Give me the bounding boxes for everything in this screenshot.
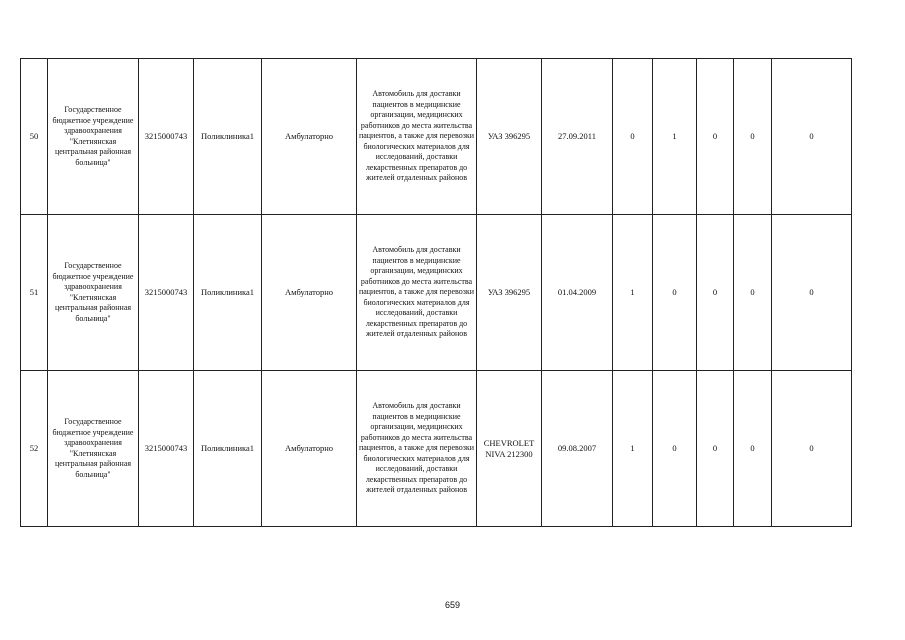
table-row [21,371,852,527]
vehicle-table [20,58,852,527]
count-cell: 0 [772,59,852,215]
count-cell: 0 [697,59,734,215]
vehicle-model: CHEVROLET NIVA 212300 [477,371,542,527]
inn-code: 3215000743 [139,59,194,215]
page-number: 659 [444,600,461,610]
vehicle-purpose: Автомобиль для доставки пациентов в медицинские организации, медицинских работников до места жительства пациентов, а также для перевозки биологических материалов для исследований, доставки лекарственных препаратов до жителей отдаленных районов [357,215,477,371]
row-number: 52 [21,371,48,527]
count-cell: 0 [653,215,697,371]
vehicle-purpose: Автомобиль для доставки пациентов в медицинские организации, медицинских работников до места жительства пациентов, а также для перевозки биологических материалов для исследований, доставки лекарственных препаратов до жителей отдаленных районов [357,59,477,215]
care-type: Амбулаторно [262,59,357,215]
count-cell: 0 [772,215,852,371]
registration-date: 01.04.2009 [542,215,613,371]
organization-name: Государственное бюджетное учреждение здравоохранения "Клетнянская центральная районная больница" [48,371,139,527]
count-cell: 0 [772,371,852,527]
count-cell: 1 [613,215,653,371]
count-cell: 0 [734,215,772,371]
count-cell: 0 [697,371,734,527]
organization-name: Государственное бюджетное учреждение здравоохранения "Клетнянская центральная районная больница" [48,59,139,215]
registration-date: 27.09.2011 [542,59,613,215]
unit-name: Поликлиника1 [194,215,262,371]
vehicle-model: УАЗ 396295 [477,215,542,371]
count-cell: 0 [734,59,772,215]
count-cell: 0 [697,215,734,371]
table-row [21,59,852,215]
inn-code: 3215000743 [139,215,194,371]
count-cell: 1 [613,371,653,527]
count-cell: 0 [734,371,772,527]
inn-code: 3215000743 [139,371,194,527]
organization-name: Государственное бюджетное учреждение здравоохранения "Клетнянская центральная районная больница" [48,215,139,371]
vehicle-purpose: Автомобиль для доставки пациентов в медицинские организации, медицинских работников до места жительства пациентов, а также для перевозки биологических материалов для исследований, доставки лекарственных препаратов до жителей отдаленных районов [357,371,477,527]
count-cell: 0 [613,59,653,215]
count-cell: 0 [653,371,697,527]
unit-name: Поликлиника1 [194,59,262,215]
care-type: Амбулаторно [262,371,357,527]
row-number: 51 [21,215,48,371]
unit-name: Поликлиника1 [194,371,262,527]
table-row [21,215,852,371]
row-number: 50 [21,59,48,215]
care-type: Амбулаторно [262,215,357,371]
vehicle-model: УАЗ 396295 [477,59,542,215]
registration-date: 09.08.2007 [542,371,613,527]
count-cell: 1 [653,59,697,215]
